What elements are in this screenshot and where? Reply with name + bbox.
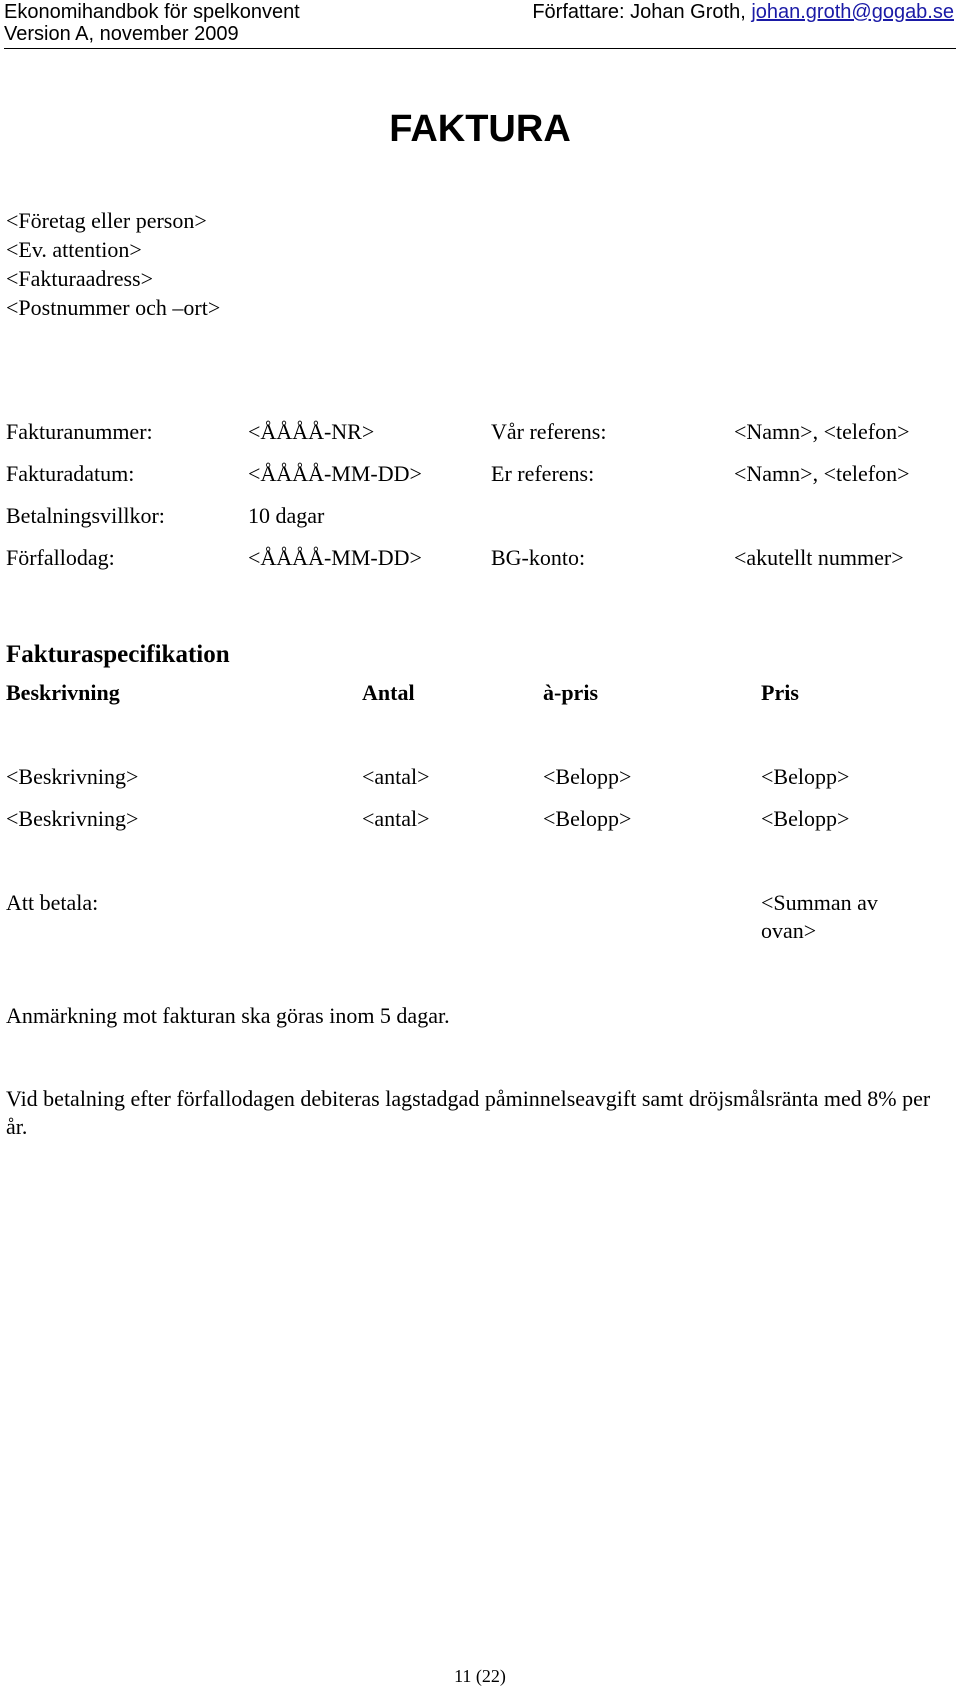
bg-account-value: <akutellt nummer> <box>734 545 904 570</box>
remark-note: Anmärkning mot fakturan ska göras inom 5 dagar. <box>6 1003 450 1028</box>
row-quantity: <antal> <box>362 806 430 831</box>
running-header-version <box>4 22 954 46</box>
row-price: <Belopp> <box>761 806 850 831</box>
author-line <box>532 0 954 24</box>
details-row <box>0 418 960 448</box>
total-value-line: ovan> <box>761 918 817 943</box>
recipient-postal: <Postnummer och –ort> <box>6 295 221 320</box>
total-label: Att betala: <box>6 890 99 915</box>
row-description: <Beskrivning> <box>6 764 139 789</box>
row-price: <Belopp> <box>761 764 850 789</box>
total-value-line: <Summan av <box>761 890 878 915</box>
due-date-value: <ÅÅÅÅ-MM-DD> <box>248 545 422 570</box>
details-row <box>0 544 960 574</box>
your-reference-label: Er referens: <box>491 461 595 486</box>
column-header-quantity: Antal <box>362 680 415 705</box>
table-row <box>0 805 960 835</box>
details-row <box>0 502 960 532</box>
our-reference-value: <Namn>, <telefon> <box>734 419 910 444</box>
payment-terms-label: Betalningsvillkor: <box>6 503 165 528</box>
row-unit-price: <Belopp> <box>543 806 632 831</box>
header-divider <box>4 48 956 49</box>
due-date-label: Förfallodag: <box>6 545 115 570</box>
author-email-link[interactable]: johan.groth@gogab.se <box>751 1 954 23</box>
recipient-company: <Företag eller person> <box>6 208 207 233</box>
row-unit-price: <Belopp> <box>543 764 632 789</box>
recipient-attention: <Ev. attention> <box>6 237 142 262</box>
bg-account-label: BG-konto: <box>491 545 586 570</box>
recipient-address <box>6 207 220 323</box>
invoice-number-label: Fakturanummer: <box>6 419 153 444</box>
invoice-date-label: Fakturadatum: <box>6 461 135 486</box>
version-text: Version A, november 2009 <box>4 23 239 45</box>
your-reference-value: <Namn>, <telefon> <box>734 461 910 486</box>
late-payment-note: Vid betalning efter förfallodagen debiteras lagstadgad påminnelseavgift samt dröjsmålsränta med 8% per år. <box>6 1086 931 1139</box>
invoice-title: FAKTURA <box>389 108 571 150</box>
recipient-street: <Fakturaadress> <box>6 266 153 291</box>
page-number: 11 (22) <box>454 1666 506 1686</box>
document-title: Ekonomihandbok för spelkonvent <box>4 1 300 23</box>
running-header-top <box>4 0 954 24</box>
column-header-price: Pris <box>761 680 799 705</box>
column-header-unit-price: à-pris <box>543 680 598 705</box>
invoice-date-value: <ÅÅÅÅ-MM-DD> <box>248 461 422 486</box>
specification-heading: Fakturaspecifikation <box>6 641 230 668</box>
row-quantity: <antal> <box>362 764 430 789</box>
payment-terms-value: 10 dagar <box>248 503 325 528</box>
our-reference-label: Vår referens: <box>491 419 607 444</box>
column-header-description: Beskrivning <box>6 680 120 705</box>
row-description: <Beskrivning> <box>6 806 139 831</box>
table-row <box>0 763 960 793</box>
total-value <box>761 889 931 945</box>
invoice-number-value: <ÅÅÅÅ-NR> <box>248 419 375 444</box>
details-row <box>0 460 960 490</box>
author-prefix: Författare: Johan Groth, <box>532 1 752 23</box>
